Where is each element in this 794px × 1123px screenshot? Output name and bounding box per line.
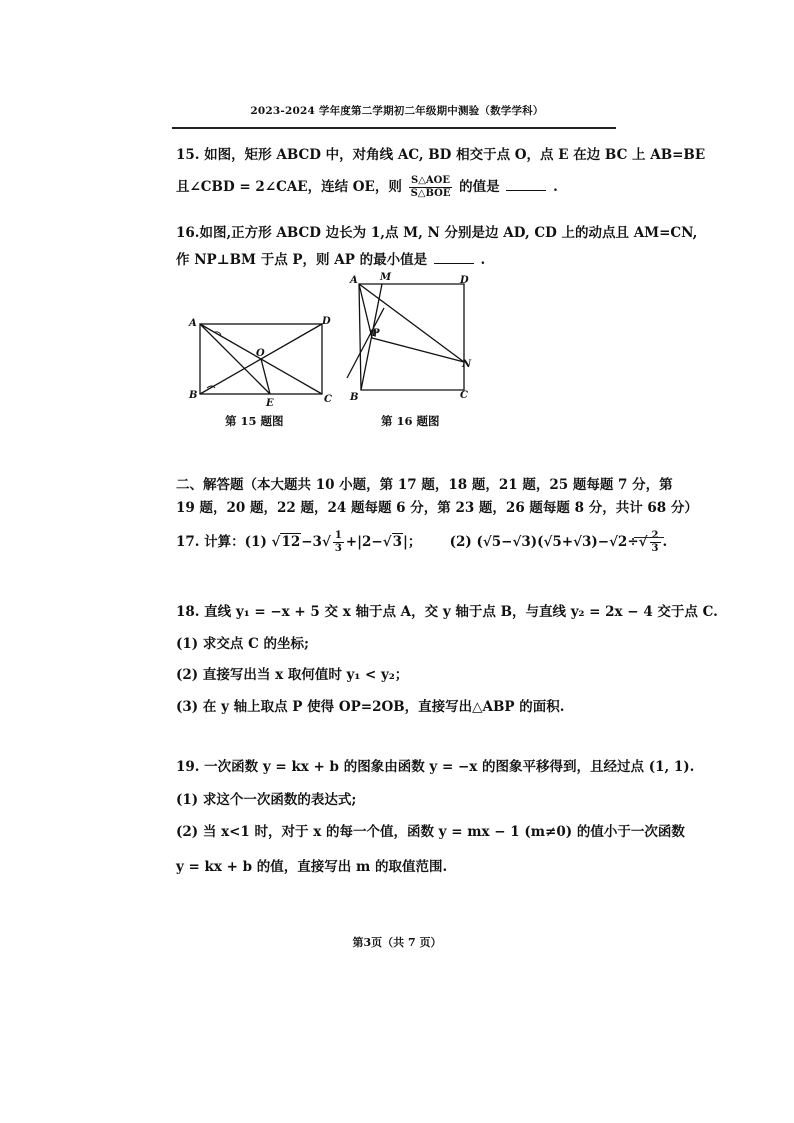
margin-dash: [634, 537, 664, 538]
fig15-label-a: A: [189, 318, 197, 329]
q15-line2-post: 的值是: [459, 179, 500, 195]
q17-p1-sqrt12: 12: [281, 534, 301, 550]
fig16-label-c: C: [460, 390, 468, 401]
fig15-label-e: E: [266, 398, 274, 409]
q19-part2: (2) 当 x<1 时，对于 x 的每一个值，函数 y = mx − 1 (m≠0) 的值小于一次函数: [176, 824, 685, 840]
q16-line2-text: 作 NP⊥BM 于点 P，则 AP 的最小值是: [176, 252, 428, 268]
fig15-label-o: O: [256, 348, 265, 359]
q17-p2-frac-num: 2: [651, 530, 659, 541]
q15-line2: [176, 175, 558, 200]
fig15-label-d: D: [322, 316, 331, 327]
q15-area-ratio: [409, 175, 453, 200]
header-rule: [172, 127, 616, 129]
q15-answer-blank[interactable]: [506, 178, 546, 191]
q17-p2-end: .: [662, 534, 668, 550]
figure-16: [342, 270, 482, 405]
q15-line2-end: .: [553, 179, 558, 195]
fig16-label-b: B: [350, 392, 359, 403]
figure-15: [185, 312, 335, 412]
q17-label: 17. 计算：(1): [176, 534, 267, 550]
q17-p1-abs-open: +|2−: [345, 534, 383, 550]
fig16-label-p: P: [372, 328, 380, 339]
q17-p2-frac-den: 3: [651, 543, 659, 554]
page-footer: 第3页（共 7 页）: [352, 936, 442, 949]
q19-part1: (1) 求这个一次函数的表达式;: [176, 792, 357, 808]
fig16-label-n: N: [462, 359, 472, 370]
q15-line1: 15. 如图，矩形 ABCD 中，对角线 AC, BD 相交于点 O，点 E 在边 BC 上 AB=BE: [176, 147, 706, 163]
q17-p1-frac: [333, 530, 344, 555]
q17-p2-label: (2): [449, 534, 472, 550]
section2-line2: 19 题，20 题，22 题，24 题每题 6 分，第 23 题，26 题每题 8 分，共计 68 分）: [176, 500, 698, 516]
q18-part1: (1) 求交点 C 的坐标;: [176, 636, 309, 652]
section2-line1: 二、解答题（本大题共 10 小题，第 17 题，18 题，21 题，25 题每题 7 分，第: [176, 477, 673, 493]
q17-p2-expr: (√5−√3)(√5+√3)−√2÷: [476, 534, 639, 550]
q19-line1: 19. 一次函数 y = kx + b 的图象由函数 y = −x 的图象平移得到，且经过点 (1, 1).: [176, 759, 695, 775]
q15-frac-denominator: S△BOE: [410, 188, 451, 199]
q18-part2: (2) 直接写出当 x 取何值时 y₁ < y₂；: [176, 667, 409, 683]
fig16-caption: 第 16 题图: [381, 414, 440, 428]
fig16-label-a: A: [350, 275, 358, 286]
q16-line2: [176, 248, 485, 268]
q17-p1-minus3: −3: [301, 534, 322, 550]
q17-p2-frac: [650, 530, 661, 555]
q15-frac-numerator: S△AOE: [409, 175, 453, 188]
q19-part2-cont: y = kx + b 的值，直接写出 m 的取值范围.: [176, 859, 448, 875]
q17-p1-frac-num: 1: [334, 530, 342, 541]
fig15-label-c: C: [324, 394, 332, 405]
fig16-label-m: M: [380, 272, 392, 283]
q17-p1-sqrt3: 3: [392, 534, 403, 550]
q18-part3: (3) 在 y 轴上取点 P 使得 OP=2OB，直接写出△ABP 的面积.: [176, 699, 565, 715]
q16-line1: 16.如图,正方形 ABCD 边长为 1,点 M, N 分别是边 AD, CD 上的动点且 AM=CN,: [176, 225, 698, 241]
fig16-line-np: [372, 338, 464, 362]
q17-p1-abs-close: |；: [403, 534, 422, 550]
fig15-label-b: B: [189, 390, 198, 401]
q17-line: 17. 计算：(1) √12−3√ $\frac{1}{3}$ +|2−√3|； (2) (√5−√3)(√5+√3)−√2÷√ $\frac{2}{3}$ .: [176, 530, 668, 554]
fig16-label-d: D: [460, 275, 469, 286]
q16-line2-end: .: [480, 252, 486, 268]
q15-line2-pre: 且∠CBD = 2∠CAE，连结 OE，则: [176, 179, 402, 195]
q18-line1: 18. 直线 y₁ = −x + 5 交 x 轴于点 A，交 y 轴于点 B，与直线 y₂ = 2x − 4 交于点 C.: [176, 604, 718, 620]
fig15-line-ae: [200, 324, 270, 394]
q16-answer-blank[interactable]: [434, 251, 474, 264]
page-header: 2023-2024 学年度第二学期初二年级期中测验（数学学科）: [250, 105, 544, 117]
q17-p1-frac-den: 3: [334, 543, 342, 554]
fig15-caption: 第 15 题图: [225, 414, 284, 428]
